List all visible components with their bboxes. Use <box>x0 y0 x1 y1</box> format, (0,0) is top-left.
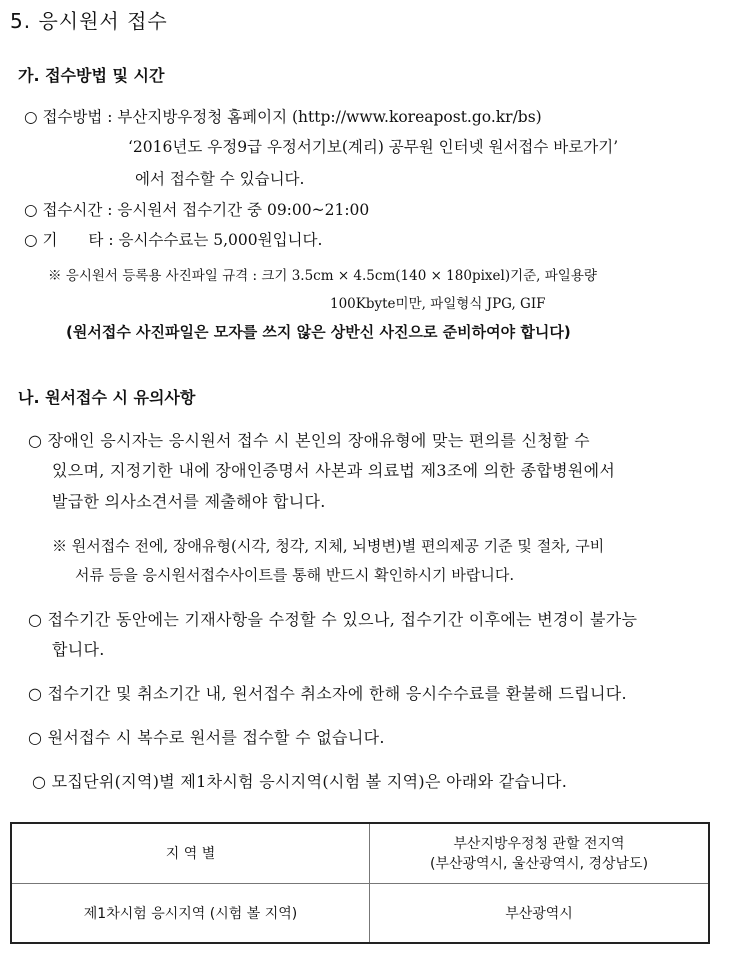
notice-2-line-1: ○ 접수기간 동안에는 기재사항을 수정할 수 있으나, 접수기간 이후에는 변경이 불가능 <box>28 610 638 629</box>
notice-1-line-2: 있으며, 지정기한 내에 장애인증명서 사본과 의료법 제3조에 의한 종합병원에서 <box>52 461 616 480</box>
notice-1-note-line-1: ※ 원서접수 전에, 장애유형(시각, 청각, 지체, 뇌병변)별 편의제공 기준 및 절차, 구비 <box>52 537 605 555</box>
time-line: ○ 접수시간 : 응시원서 접수기간 중 09:00~21:00 <box>24 201 370 219</box>
section-title: 5. 응시원서 접수 <box>10 9 168 33</box>
notice-3: ○ 접수기간 및 취소기간 내, 원서접수 취소자에 한해 응시수수료를 환불해 드립니다. <box>28 684 627 703</box>
photo-note-line-2: 100Kbyte미만, 파일형식 JPG, GIF <box>330 296 546 312</box>
photo-note-line-1: ※ 응시원서 등록용 사진파일 규격 : 크기 3.5cm × 4.5cm(140 × 180pixel)기준, 파일용량 <box>48 268 597 284</box>
notice-2-line-2: 합니다. <box>52 640 105 659</box>
exam-region-table <box>10 822 710 944</box>
region-line-2: (부산광역시, 울산광역시, 경상남도) <box>429 856 649 873</box>
method-line-2: ‘2016년도 우정9급 우정서기보(계리) 공무원 인터넷 원서접수 바로가기’ <box>128 138 619 156</box>
notice-4: ○ 원서접수 시 복수로 원서를 접수할 수 없습니다. <box>28 728 385 747</box>
region-line-1: 부산지방우정청 관할 전지역 <box>453 836 625 853</box>
notice-1-note-line-2: 서류 등을 응시원서접수사이트를 통해 반드시 확인하시기 바랍니다. <box>75 566 515 584</box>
table-label-cell: 제1차시험 응시지역 (시험 볼 지역) <box>11 883 370 943</box>
table-region-cell <box>370 823 710 883</box>
etc-line: ○ 기 타 : 응시수수료는 5,000원입니다. <box>24 231 323 249</box>
table-row <box>11 823 709 883</box>
notice-1-line-1: ○ 장애인 응시자는 응시원서 접수 시 본인의 장애유형에 맞는 편의를 신청할 수 <box>28 431 590 450</box>
notice-1-line-3: 발급한 의사소견서를 제출해야 합니다. <box>52 492 326 511</box>
table-row <box>11 883 709 943</box>
method-line: ○ 접수방법 : 부산지방우정청 홈페이지 (http://www.koreapost.go.kr/bs) <box>24 108 542 126</box>
table-value-cell: 부산광역시 <box>370 883 710 943</box>
section-a-heading: 가. 접수방법 및 시간 <box>18 66 165 85</box>
method-line-3: 에서 접수할 수 있습니다. <box>135 170 305 188</box>
photo-note-bold: (원서접수 사진파일은 모자를 쓰지 않은 상반신 사진으로 준비하여야 합니다) <box>66 323 571 341</box>
section-b-heading: 나. 원서접수 시 유의사항 <box>18 388 196 407</box>
notice-5: ○ 모집단위(지역)별 제1차시험 응시지역(시험 볼 지역)은 아래와 같습니다. <box>32 772 568 791</box>
table-header-cell: 지 역 별 <box>11 823 370 883</box>
